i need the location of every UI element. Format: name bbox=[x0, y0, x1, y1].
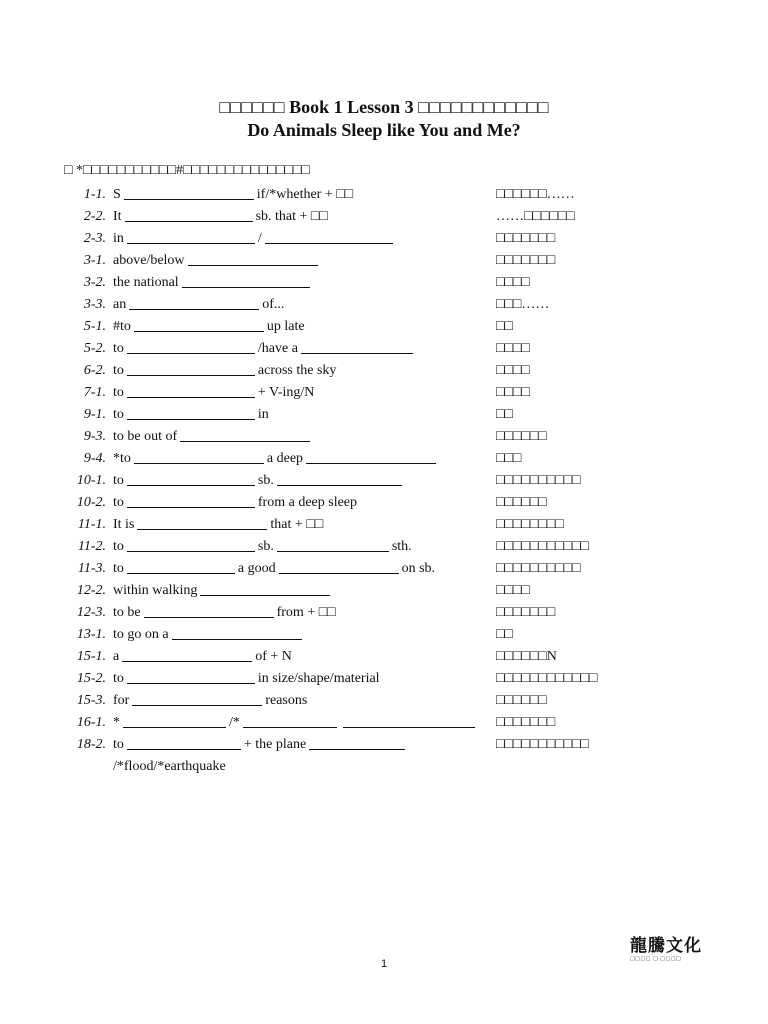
item-meaning: □□□□□□□ bbox=[496, 253, 556, 268]
answer-blank[interactable] bbox=[122, 647, 252, 662]
item-phrase: within walking bbox=[113, 580, 333, 602]
list-item bbox=[0, 690, 768, 712]
list-item bbox=[0, 338, 768, 360]
item-phrase: for reasons bbox=[113, 693, 308, 708]
item-phrase: *to a deep bbox=[113, 448, 439, 470]
item-meaning: □□□□ bbox=[496, 341, 530, 356]
answer-blank[interactable] bbox=[172, 625, 302, 640]
item-meaning: □□□□□□…… bbox=[496, 187, 575, 202]
answer-blank[interactable] bbox=[306, 449, 436, 464]
list-item bbox=[0, 558, 768, 580]
list-item bbox=[0, 250, 768, 272]
item-number: 16-1. bbox=[76, 715, 106, 730]
item-meaning: □□□ bbox=[496, 451, 522, 466]
item-meaning: □□ bbox=[496, 407, 513, 422]
list-item bbox=[0, 294, 768, 316]
answer-blank[interactable] bbox=[127, 559, 235, 574]
item-meaning: □□ bbox=[496, 627, 513, 642]
list-item bbox=[0, 404, 768, 426]
item-meaning: □□□□□□□□□□□□ bbox=[496, 671, 598, 686]
title-line-1: □□□□□□ Book 1 Lesson 3 □□□□□□□□□□□□ bbox=[219, 97, 549, 117]
item-meaning: □□□□□□□ bbox=[496, 231, 556, 246]
answer-blank[interactable] bbox=[127, 229, 255, 244]
item-number: 6-2. bbox=[83, 363, 106, 378]
item-number: 11-2. bbox=[77, 539, 106, 554]
item-number: 9-3. bbox=[83, 429, 106, 444]
list-item bbox=[0, 514, 768, 536]
item-number: 12-3. bbox=[76, 605, 106, 620]
logo-text: 龍騰文化 bbox=[630, 936, 702, 956]
item-phrase: an of... bbox=[113, 297, 285, 312]
item-phrase: to in size/shape/material bbox=[113, 671, 380, 686]
answer-blank[interactable] bbox=[127, 339, 255, 354]
list-item bbox=[0, 228, 768, 250]
answer-blank[interactable] bbox=[127, 383, 255, 398]
answer-blank[interactable] bbox=[127, 361, 255, 376]
item-number: 5-2. bbox=[83, 341, 106, 356]
item-meaning: □□□□□□ bbox=[496, 495, 547, 510]
item-phrase: S if/*whether + □□ bbox=[113, 187, 354, 202]
answer-blank[interactable] bbox=[134, 449, 264, 464]
item-phrase: in / bbox=[113, 228, 396, 250]
item-meaning: □□□□□□N bbox=[496, 649, 557, 664]
answer-blank[interactable] bbox=[277, 471, 402, 486]
list-item bbox=[0, 206, 768, 228]
item-number: 15-2. bbox=[76, 671, 106, 686]
item-phrase: to go on a bbox=[113, 624, 305, 646]
item-phrase: to be out of bbox=[113, 426, 313, 448]
list-item bbox=[0, 316, 768, 338]
answer-blank[interactable] bbox=[180, 427, 310, 442]
item-phrase: to + the plane bbox=[113, 734, 408, 756]
item-number: 15-3. bbox=[76, 693, 106, 708]
item-phrase: It sb. that + □□ bbox=[113, 209, 328, 224]
item-meaning: ……□□□□□□ bbox=[496, 209, 575, 224]
instructions: □ *□□□□□□□□□□□#□□□□□□□□□□□□□□□ bbox=[64, 163, 310, 178]
item-meaning: □□□□ bbox=[496, 583, 530, 598]
item-meaning: □□□□□□ bbox=[496, 429, 547, 444]
answer-blank[interactable] bbox=[243, 713, 337, 728]
answer-blank[interactable] bbox=[309, 735, 405, 750]
item-number: 9-4. bbox=[83, 451, 106, 466]
list-item bbox=[0, 360, 768, 382]
logo-subtext: □□□□ □ □□□□ bbox=[630, 956, 682, 962]
list-item bbox=[0, 602, 768, 624]
answer-blank[interactable] bbox=[134, 317, 264, 332]
list-item bbox=[0, 382, 768, 404]
list-item bbox=[0, 492, 768, 514]
item-phrase: to in bbox=[113, 407, 269, 422]
item-meaning: □□□□□□□□□□□ bbox=[496, 539, 590, 554]
item-continuation: /*flood/*earthquake bbox=[113, 759, 226, 774]
item-number: 10-1. bbox=[76, 473, 106, 488]
answer-blank[interactable] bbox=[124, 185, 254, 200]
answer-blank[interactable] bbox=[188, 251, 318, 266]
list-item bbox=[0, 448, 768, 470]
item-phrase: the national bbox=[113, 272, 313, 294]
answer-blank[interactable] bbox=[343, 713, 475, 728]
answer-blank[interactable] bbox=[279, 559, 399, 574]
list-item bbox=[0, 624, 768, 646]
item-meaning: □□□□□□□□ bbox=[496, 517, 564, 532]
answer-blank[interactable] bbox=[127, 735, 241, 750]
item-phrase: It is that + □□ bbox=[113, 517, 324, 532]
answer-blank[interactable] bbox=[132, 691, 262, 706]
item-phrase: above/below bbox=[113, 250, 321, 272]
item-phrase: * /* bbox=[113, 712, 478, 734]
list-item bbox=[0, 426, 768, 448]
item-meaning: □□□□□□□ bbox=[496, 715, 556, 730]
answer-blank[interactable] bbox=[125, 207, 253, 222]
item-number: 11-3. bbox=[77, 561, 106, 576]
item-meaning: □□□□□□ bbox=[496, 693, 547, 708]
answer-blank[interactable] bbox=[137, 515, 267, 530]
list-item bbox=[0, 184, 768, 206]
list-item bbox=[0, 272, 768, 294]
item-number: 2-3. bbox=[83, 231, 106, 246]
page-number: 1 bbox=[380, 958, 388, 970]
answer-blank[interactable] bbox=[127, 669, 255, 684]
item-number: 2-2. bbox=[83, 209, 106, 224]
answer-blank[interactable] bbox=[127, 493, 255, 508]
item-phrase: to sb. sth. bbox=[113, 539, 412, 554]
item-meaning: □□□□□□□□□□□ bbox=[496, 737, 590, 752]
list-item bbox=[0, 734, 768, 756]
item-number: 10-2. bbox=[76, 495, 106, 510]
answer-blank[interactable] bbox=[127, 537, 255, 552]
answer-blank[interactable] bbox=[182, 273, 310, 288]
item-phrase: a of + N bbox=[113, 649, 292, 664]
list-item bbox=[0, 470, 768, 492]
item-phrase: to sb. bbox=[113, 470, 405, 492]
list-item bbox=[0, 536, 768, 558]
item-number: 15-1. bbox=[76, 649, 106, 664]
item-meaning: □□□□ bbox=[496, 363, 530, 378]
list-item bbox=[0, 646, 768, 668]
item-phrase: #to up late bbox=[113, 319, 305, 334]
list-item bbox=[0, 580, 768, 602]
item-number: 18-2. bbox=[76, 737, 106, 752]
item-number: 12-2. bbox=[76, 583, 106, 598]
item-meaning: □□□□ bbox=[496, 385, 530, 400]
list-item bbox=[0, 668, 768, 690]
answer-blank[interactable] bbox=[123, 713, 226, 728]
title-line-2: Do Animals Sleep like You and Me? bbox=[247, 120, 521, 140]
item-number: 9-1. bbox=[83, 407, 106, 422]
item-number: 3-3. bbox=[83, 297, 106, 312]
item-number: 1-1. bbox=[83, 187, 106, 202]
item-phrase: to /have a bbox=[113, 338, 416, 360]
item-phrase: to be from + □□ bbox=[113, 605, 336, 620]
answer-blank[interactable] bbox=[129, 295, 259, 310]
item-meaning: □□□…… bbox=[496, 297, 550, 312]
answer-blank[interactable] bbox=[127, 471, 255, 486]
item-phrase: to from a deep sleep bbox=[113, 495, 358, 510]
item-number: 3-2. bbox=[83, 275, 106, 290]
item-meaning: □□ bbox=[496, 319, 513, 334]
vocab-list bbox=[0, 184, 768, 778]
item-number: 5-1. bbox=[83, 319, 106, 334]
item-number: 13-1. bbox=[76, 627, 106, 642]
answer-blank[interactable] bbox=[144, 603, 274, 618]
answer-blank[interactable] bbox=[265, 229, 393, 244]
answer-blank[interactable] bbox=[301, 339, 413, 354]
item-number: 11-1. bbox=[77, 517, 106, 532]
answer-blank[interactable] bbox=[200, 581, 330, 596]
item-phrase: to + V-ing/N bbox=[113, 385, 315, 400]
answer-blank[interactable] bbox=[127, 405, 255, 420]
item-number: 3-1. bbox=[83, 253, 106, 268]
item-number: 7-1. bbox=[83, 385, 106, 400]
item-meaning: □□□□ bbox=[496, 275, 530, 290]
item-meaning: □□□□□□□□□□ bbox=[496, 473, 581, 488]
item-meaning: □□□□□□□□□□ bbox=[496, 561, 581, 576]
item-phrase: to across the sky bbox=[113, 363, 337, 378]
item-phrase: to a good on sb. bbox=[113, 561, 436, 576]
answer-blank[interactable] bbox=[277, 537, 389, 552]
list-item bbox=[0, 712, 768, 734]
item-meaning: □□□□□□□ bbox=[496, 605, 556, 620]
